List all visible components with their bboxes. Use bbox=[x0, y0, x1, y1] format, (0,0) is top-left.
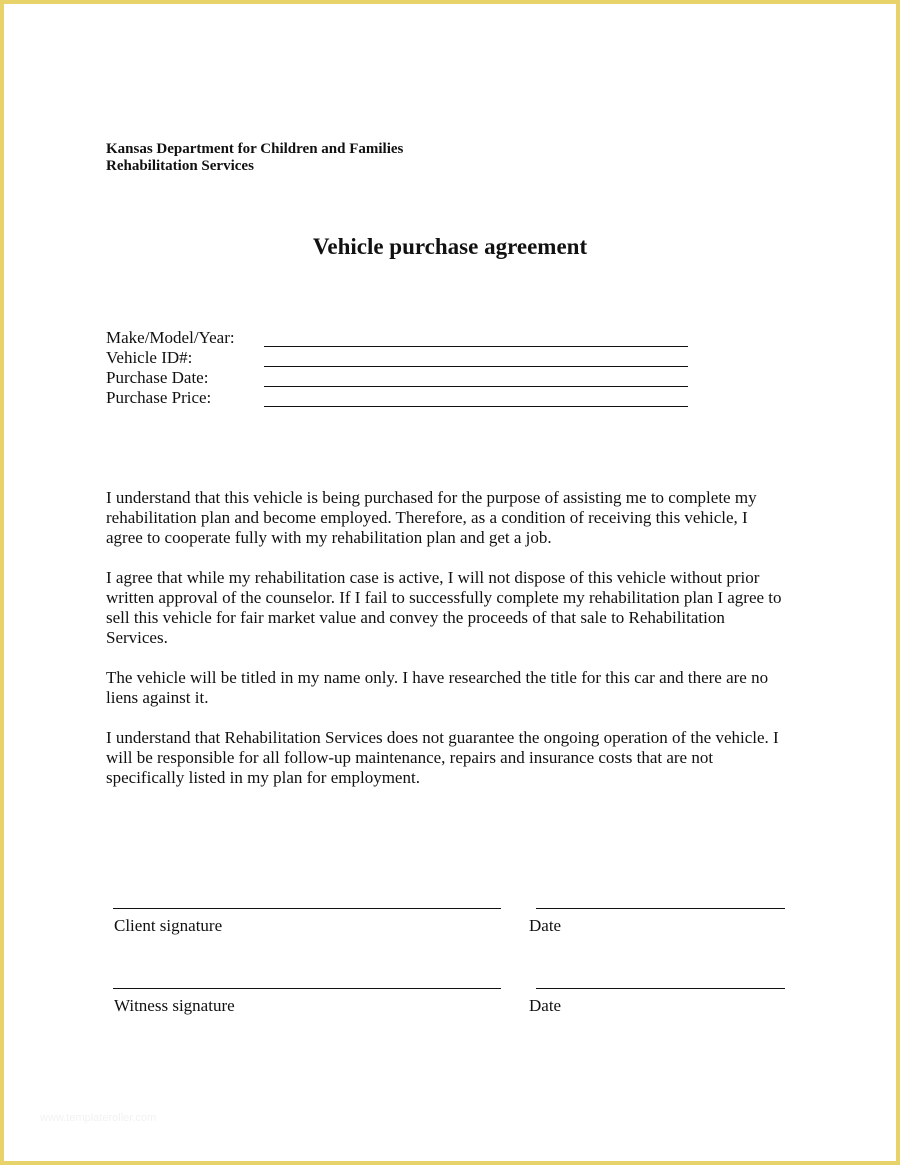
blank-line-purchase-date[interactable] bbox=[264, 386, 688, 387]
field-label: Purchase Price: bbox=[106, 388, 212, 407]
witness-date-label: Date bbox=[529, 996, 562, 1015]
blank-line-vehicle-id[interactable] bbox=[264, 366, 688, 367]
letterhead bbox=[106, 141, 403, 175]
witness-signature-line[interactable] bbox=[113, 988, 501, 989]
field-vehicle-id bbox=[106, 348, 696, 368]
paragraph-title-liens: The vehicle will be titled in my name only. I have researched the title for this car and there are no liens against it. bbox=[106, 668, 769, 707]
watermark: www.templateroller.com bbox=[40, 1112, 157, 1124]
witness-signature-block bbox=[0, 988, 900, 1028]
blank-line-make-model-year[interactable] bbox=[264, 346, 688, 347]
paragraph-purpose: I understand that this vehicle is being purchased for the purpose of assisting me to complete my rehabilitation plan and become employed. Therefore, as a condition of receiving this vehicle, I agree to cooperate fully with my rehabilitation plan and get a job. bbox=[106, 488, 757, 547]
division-name: Rehabilitation Services bbox=[106, 158, 254, 174]
document-title: Vehicle purchase agreement bbox=[312, 234, 588, 259]
field-label: Vehicle ID#: bbox=[106, 348, 193, 367]
client-signature-block bbox=[0, 908, 900, 948]
blank-line-purchase-price[interactable] bbox=[264, 406, 688, 407]
field-label: Make/Model/Year: bbox=[106, 328, 235, 347]
witness-date-line[interactable] bbox=[536, 988, 785, 989]
field-make-model-year bbox=[106, 328, 696, 348]
witness-signature-label: Witness signature bbox=[114, 996, 235, 1015]
agreement-body bbox=[106, 488, 786, 808]
field-purchase-date bbox=[106, 368, 696, 388]
field-purchase-price bbox=[106, 388, 696, 408]
client-signature-line[interactable] bbox=[113, 908, 501, 909]
client-date-line[interactable] bbox=[536, 908, 785, 909]
paragraph-disposal: I agree that while my rehabilitation case is active, I will not dispose of this vehicle without prior written approval of the counselor. If I fail to successfully complete my rehabilitation plan I agree to sell this vehicle for fair market value and convey the proceeds of that sale to Rehabilitation Services. bbox=[106, 568, 782, 647]
paragraph-maintenance: I understand that Rehabilitation Services does not guarantee the ongoing operation of the vehicle. I will be responsible for all follow-up maintenance, repairs and insurance costs that are not specifically listed in my plan for employment. bbox=[106, 728, 779, 787]
client-signature-label: Client signature bbox=[114, 916, 223, 935]
vehicle-info-fields bbox=[106, 328, 696, 408]
field-label: Purchase Date: bbox=[106, 368, 209, 387]
client-date-label: Date bbox=[529, 916, 562, 935]
agency-name: Kansas Department for Children and Families bbox=[106, 141, 404, 157]
